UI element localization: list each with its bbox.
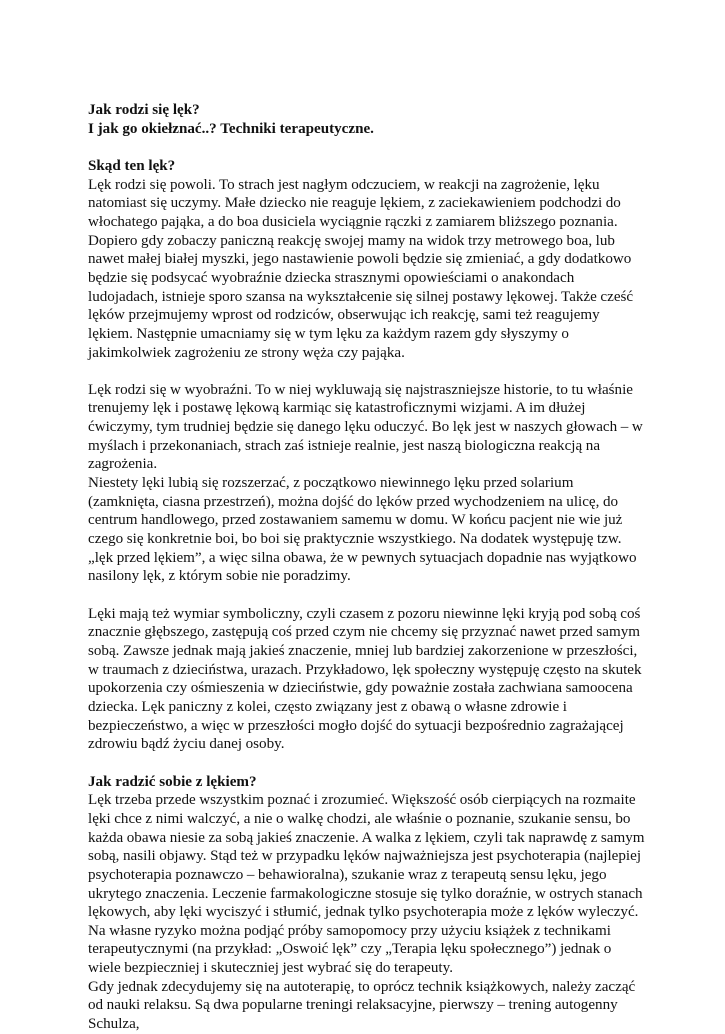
paragraph: Gdy jednak zdecydujemy się na autoterapię, to oprócz technik książkowych, należy zacząć od nauki relaksu. Są dwa popularne treningi relaksacyjne, pierwszy – trening autogenny Schulza,	[88, 978, 636, 1033]
document-body	[88, 101, 646, 1034]
title-line-2: I jak go okiełznać..? Techniki terapeutyczne.	[88, 120, 374, 137]
document-title	[88, 101, 646, 138]
spacer	[88, 754, 646, 773]
title-line-1: Jak rodzi się lęk?	[88, 102, 200, 118]
spacer	[88, 362, 646, 381]
spacer	[88, 138, 646, 157]
section-heading-origin: Skąd ten lęk?	[88, 157, 176, 174]
spacer	[88, 586, 646, 605]
paragraph: Lęk rodzi się w wyobraźni. To w niej wykluwają się najstraszniejsze historie, to tu właśnie trenujemy lęk i postawę lękową karmiąc się katastroficznymi wizjami. A im dłużej ćwiczymy, tym trudniej będzie się danego lęku oduczyć. Bo lęk jest w naszych głowach – w myślach i przekonaniach, strach zaś istnieje realnie, jest naszą biologiczna reakcją na zagrożenia.	[88, 381, 643, 473]
paragraph: Lęk rodzi się powoli. To strach jest nagłym odczuciem, w reakcji na zagrożenie, lęku natomiast się uczymy. Małe dziecko nie reaguje lękiem, z zaciekawieniem podchodzi do włochatego pająka, a do boa dusiciela wyciągnie rączki z zamiarem bliższego poznania. Dopiero gdy zobaczy paniczną reakcję swojej mamy na widok trzy metrowego boa, lub nawet małej białej myszki, jego nastawienie powoli będzie się zmieniać, a gdy dodatkowo będzie się podsycać wyobraźnie dziecka strasznymi opowieściami o anakondach ludojadach, istnieje sporo szansa na wykształcenie się silnej postawy lękowej. Także cześć lęków przejmujemy wprost od rodziców, obserwując ich reakcję, sami też reagujemy lękiem. Następnie umacniamy się w tym lęku za każdym razem gdy słyszymy o jakimkolwiek zagrożeniu ze strony węża czy pająka.	[88, 176, 634, 361]
paragraph: Lęki mają też wymiar symboliczny, czyli czasem z pozoru niewinne lęki kryją pod sobą coś znacznie głębszego, zastępują coś przed czym nie chcemy się przyznać nawet przed samym sobą. Zawsze jednak mają jakieś znaczenie, mniej lub bardziej zakorzenione w przeszłości, w traumach z dzieciństwa, urazach. Przykładowo, lęk społeczny występuję często na skutek upokorzenia czy ośmieszenia w dzieciństwie, gdy poważnie została zachwiana samoocena dziecka. Lęk paniczny z kolei, często związany jest z obawą o własne zdrowie i bezpieczeństwo, a więc w przeszłości mogło dojść do sytuacji bezpośrednio zagrażającej zdrowiu bądź życiu danej osoby.	[88, 605, 642, 753]
paragraph: Lęk trzeba przede wszystkim poznać i zrozumieć. Większość osób cierpiących na rozmaite lęki chce z nimi walczyć, a nie o walkę chodzi, ale właśnie o poznanie, szukanie sensu, bo każda obawa niesie za sobą jakieś znaczenie. A walka z lękiem, czyli tak naprawdę z samym sobą, nasili objawy. Stąd też w przypadku lęków najważniejsza jest psychoterapia (najlepiej psychoterapia poznawczo – behawioralna), szukanie wraz z terapeutą sensu lęku, jego ukrytego znaczenia. Leczenie farmakologiczne stosuje się tylko doraźnie, w ostrych stanach lękowych, aby lęki wyciszyć i stłumić, jednak tylko psychoterapia może z lęków wyleczyć.	[88, 792, 645, 921]
paragraph: Na własne ryzyko można podjąć próby samopomocy przy użyciu książek z technikami terapeutycznymi (na przykład: „Oswoić lęk” czy „Terapia lęku społecznego”) jednak o wiele bezpieczniej i skuteczniej jest wybrać się do terapeuty.	[88, 922, 612, 977]
paragraph: Niestety lęki lubią się rozszerzać, z początkowo niewinnego lęku przed solarium (zamknięta, ciasna przestrzeń), można dojść do lęków przed wychodzeniem na ulicę, do centrum handlowego, przed zostawaniem samemu w domu. W końcu pacjent nie wie już czego się konkretnie boi, bo boi się praktycznie wszystkiego. Na dodatek występuję tzw. „lęk przed lękiem”, a więc silna obawa, że w pewnych sytuacjach dopadnie nas wyjątkowo nasilony lęk, z którym sobie nie poradzimy.	[88, 475, 637, 585]
section-heading-coping: Jak radzić sobie z lękiem?	[88, 773, 257, 790]
